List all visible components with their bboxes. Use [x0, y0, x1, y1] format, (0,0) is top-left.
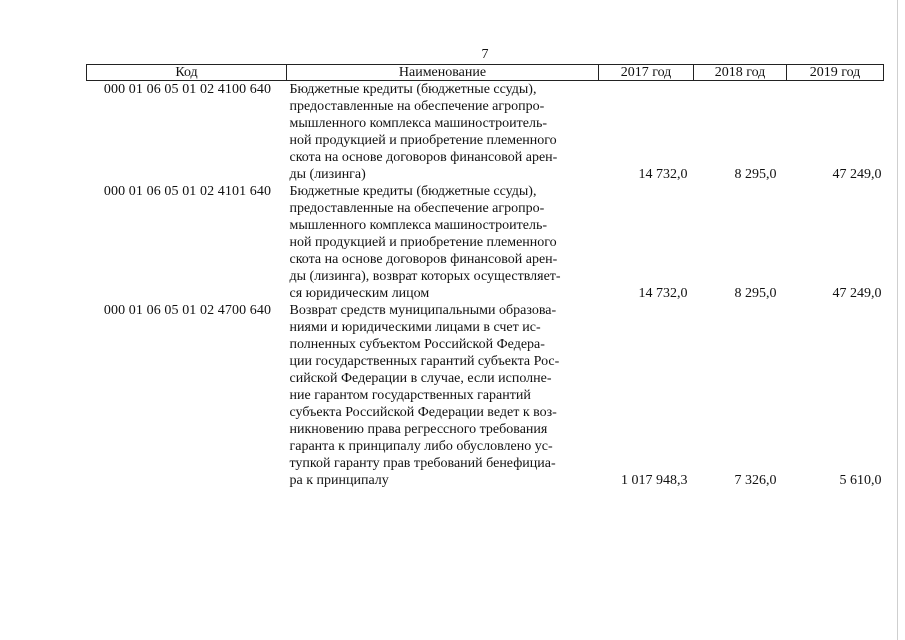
name-line: ниями и юридическими лицами в счет ис- [289, 320, 541, 335]
row-name [287, 81, 599, 184]
table-row [87, 302, 884, 489]
name-line: предоставленные на обеспечение агропро- [289, 99, 545, 114]
table-header-row [87, 65, 884, 81]
name-line: полненных субъектом Российской Федера- [289, 337, 545, 352]
row-name [287, 183, 599, 302]
page-number: 7 [481, 47, 489, 62]
row-name [287, 302, 599, 489]
name-line: тупкой гаранту прав требований бенефициа- [289, 456, 556, 471]
name-line: субъекта Российской Федерации ведет к воз- [289, 405, 557, 420]
name-line: гаранта к принципалу либо обусловлено ус- [289, 439, 553, 454]
name-line: мышленного комплекса машиностроитель- [289, 218, 548, 233]
value-2019: 47 249,0 [832, 286, 882, 301]
table-row [87, 183, 884, 302]
name-line: Бюджетные кредиты (бюджетные ссуды), [289, 82, 537, 97]
name-line: ра к принципалу [289, 473, 389, 488]
row-code: 000 01 06 05 01 02 4700 640 [103, 303, 272, 318]
value-2017: 14 732,0 [638, 286, 688, 301]
value-2019: 47 249,0 [832, 167, 882, 182]
name-line: предоставленные на обеспечение агропро- [289, 201, 545, 216]
header-name: Наименование [287, 65, 599, 81]
header-2018: 2018 год [694, 65, 787, 81]
row-code: 000 01 06 05 01 02 4101 640 [103, 184, 272, 199]
value-2017: 14 732,0 [638, 167, 688, 182]
header-2017: 2017 год [599, 65, 694, 81]
name-line: скота на основе договоров финансовой арен- [289, 150, 558, 165]
row-code: 000 01 06 05 01 02 4100 640 [103, 82, 272, 97]
name-line: скота на основе договоров финансовой арен- [289, 252, 558, 267]
value-2019: 5 610,0 [839, 473, 882, 488]
name-line: мышленного комплекса машиностроитель- [289, 116, 548, 131]
page-edge-line [897, 0, 898, 640]
name-line: Бюджетные кредиты (бюджетные ссуды), [289, 184, 537, 199]
budget-sources-table [86, 64, 884, 489]
value-2018: 8 295,0 [734, 286, 777, 301]
name-line: ся юридическим лицом [289, 286, 430, 301]
name-line: ды (лизинга), возврат которых осуществляет- [289, 269, 561, 284]
header-2019: 2019 год [787, 65, 884, 81]
value-2018: 7 326,0 [734, 473, 777, 488]
name-line: ции государственных гарантий субъекта Рос- [289, 354, 560, 369]
name-line: ние гарантом государственных гарантий [289, 388, 531, 403]
name-line: ды (лизинга) [289, 167, 366, 182]
table-row [87, 81, 884, 184]
value-2017: 1 017 948,3 [621, 473, 688, 488]
name-line: ной продукцией и приобретение племенного [289, 133, 557, 148]
header-code: Код [87, 65, 287, 81]
name-line: Возврат средств муниципальными образова- [289, 303, 557, 318]
value-2018: 8 295,0 [734, 167, 777, 182]
name-line: никновению права регрессного требования [289, 422, 548, 437]
name-line: ной продукцией и приобретение племенного [289, 235, 557, 250]
name-line: сийской Федерации в случае, если исполне- [289, 371, 552, 386]
